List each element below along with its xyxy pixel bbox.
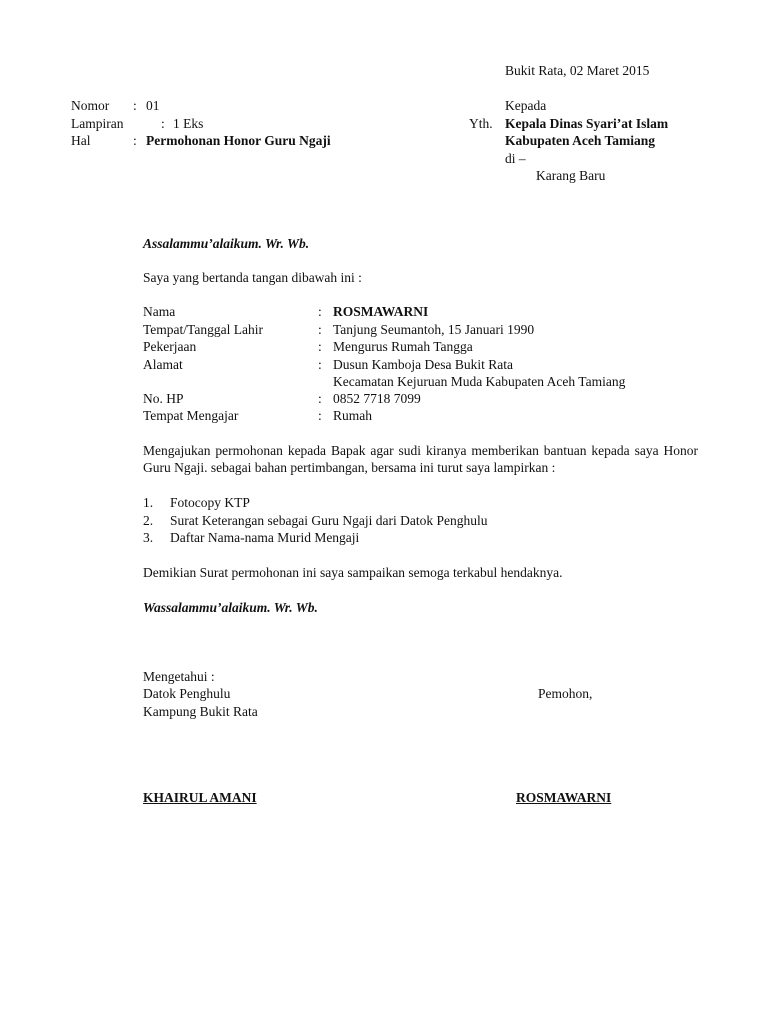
hp-value: 0852 7718 7099 xyxy=(333,391,421,406)
pekerjaan-value: Mengurus Rumah Tangga xyxy=(333,339,473,354)
attachment-item: Fotocopy KTP xyxy=(170,495,250,510)
closing-greeting: Wassalammu’alaikum. Wr. Wb. xyxy=(143,600,318,615)
nama-value: ROSMAWARNI xyxy=(333,304,429,319)
nomor-value: 01 xyxy=(146,98,160,113)
attachment-number: 2. xyxy=(143,513,154,528)
recipient-yth: Yth. xyxy=(469,116,493,131)
nama-label: Nama xyxy=(143,304,176,319)
recipient-line1: Kepala Dinas Syari’at Islam xyxy=(505,116,669,131)
recipient-di: di – xyxy=(505,151,526,166)
greeting: Assalammu’alaikum. Wr. Wb. xyxy=(143,236,310,251)
alamat-label: Alamat xyxy=(143,357,183,372)
mengetahui-label: Mengetahui : xyxy=(143,669,215,684)
left-signatory-subtitle: Kampung Bukit Rata xyxy=(143,704,258,719)
attachment-item: Surat Keterangan sebagai Guru Ngaji dari Datok Penghulu xyxy=(170,513,488,528)
mengajar-separator: : xyxy=(318,408,322,423)
lampiran-value: 1 Eks xyxy=(173,116,204,131)
right-signer-name: ROSMAWARNI xyxy=(516,790,612,805)
alamat-value-line2: Kecamatan Kejuruan Muda Kabupaten Aceh Tamiang xyxy=(333,374,626,389)
mengajar-label: Tempat Mengajar xyxy=(143,408,239,423)
letter-date: Bukit Rata, 02 Maret 2015 xyxy=(505,63,650,78)
mengajar-value: Rumah xyxy=(333,408,372,423)
hp-label: No. HP xyxy=(143,391,184,406)
recipient-city: Karang Baru xyxy=(536,168,606,183)
nomor-separator: : xyxy=(133,98,137,113)
left-signatory-title: Datok Penghulu xyxy=(143,686,231,701)
nomor-label: Nomor xyxy=(71,98,110,113)
closing-text: Demikian Surat permohonan ini saya sampaikan semoga terkabul hendaknya. xyxy=(143,565,563,580)
hal-separator: : xyxy=(133,133,137,148)
pekerjaan-separator: : xyxy=(318,339,322,354)
pekerjaan-label: Pekerjaan xyxy=(143,339,197,354)
body-paragraph: Mengajukan permohonan kepada Bapak agar sudi kiranya memberikan bantuan kepada saya Honor Guru Ngaji. sebagai bahan pertimbangan, bersama ini turut saya lampirkan : xyxy=(143,443,698,475)
alamat-separator: : xyxy=(318,357,322,372)
nama-separator: : xyxy=(318,304,322,319)
attachment-number: 1. xyxy=(143,495,154,510)
attachment-item: Daftar Nama-nama Murid Mengaji xyxy=(170,530,360,545)
ttl-separator: : xyxy=(318,322,322,337)
hal-label: Hal xyxy=(71,133,91,148)
left-signer-name: KHAIRUL AMANI xyxy=(143,790,257,805)
attachment-number: 3. xyxy=(143,530,154,545)
ttl-value: Tanjung Seumantoh, 15 Januari 1990 xyxy=(333,322,535,337)
ttl-label: Tempat/Tanggal Lahir xyxy=(143,322,263,337)
recipient-line2: Kabupaten Aceh Tamiang xyxy=(505,133,656,148)
lampiran-separator: : xyxy=(161,116,165,131)
lampiran-label: Lampiran xyxy=(71,116,124,131)
recipient-kepada: Kepada xyxy=(505,98,547,113)
alamat-value-line1: Dusun Kamboja Desa Bukit Rata xyxy=(333,357,513,372)
hal-value: Permohonan Honor Guru Ngaji xyxy=(146,133,331,148)
right-signatory-title: Pemohon, xyxy=(538,686,593,701)
hp-separator: : xyxy=(318,391,322,406)
intro-text: Saya yang bertanda tangan dibawah ini : xyxy=(143,270,362,285)
